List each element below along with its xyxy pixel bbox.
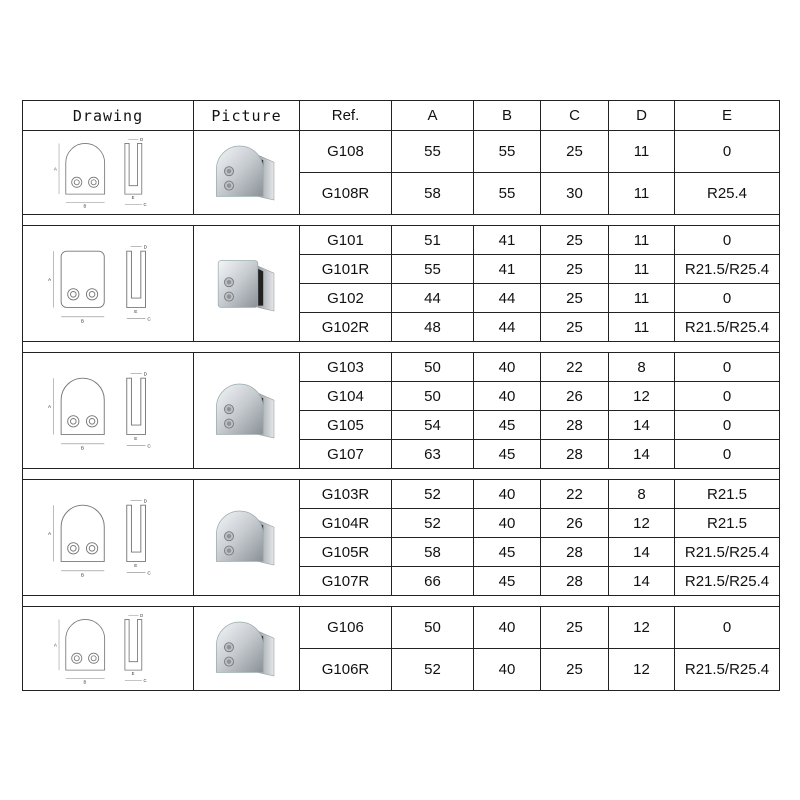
group-separator (23, 215, 780, 226)
cell-b: 40 (474, 353, 541, 382)
cell-c: 26 (541, 382, 609, 411)
svg-text:A: A (48, 403, 52, 409)
cell-b: 40 (474, 607, 541, 649)
cell-c: 30 (541, 173, 609, 215)
svg-text:E: E (134, 435, 138, 441)
cell-d: 12 (609, 382, 675, 411)
svg-text:B: B (83, 679, 87, 685)
svg-text:A: A (53, 165, 57, 171)
cell-b: 41 (474, 255, 541, 284)
table-row (23, 131, 780, 173)
svg-text:B: B (80, 571, 84, 577)
cell-c: 25 (541, 255, 609, 284)
technical-drawing (23, 488, 193, 588)
cell-d: 8 (609, 353, 675, 382)
svg-text:C: C (143, 201, 147, 207)
cell-a: 51 (392, 226, 474, 255)
technical-drawing (23, 361, 193, 461)
technical-drawing (23, 611, 193, 687)
cell-c: 25 (541, 131, 609, 173)
cell-e: R21.5/R25.4 (675, 538, 780, 567)
group-separator (23, 342, 780, 353)
cell-ref: G103 (300, 353, 392, 382)
table-row (23, 480, 780, 509)
cell-b: 45 (474, 567, 541, 596)
svg-text:E: E (134, 308, 138, 314)
cell-d: 14 (609, 538, 675, 567)
header-b: B (474, 101, 541, 131)
header-a: A (392, 101, 474, 131)
cell-e: 0 (675, 607, 780, 649)
cell-b: 44 (474, 284, 541, 313)
cell-e: 0 (675, 440, 780, 469)
cell-e: 0 (675, 226, 780, 255)
svg-text:D: D (143, 370, 147, 376)
cell-e: R21.5/R25.4 (675, 255, 780, 284)
svg-text:D: D (140, 612, 144, 618)
drawing-cell (23, 353, 194, 469)
picture-cell (194, 480, 300, 596)
cell-d: 11 (609, 313, 675, 342)
svg-text:C: C (143, 677, 147, 683)
cell-c: 28 (541, 567, 609, 596)
cell-e: R21.5/R25.4 (675, 313, 780, 342)
svg-text:E: E (134, 562, 138, 568)
picture-cell (194, 607, 300, 691)
cell-a: 48 (392, 313, 474, 342)
cell-e: R21.5 (675, 509, 780, 538)
cell-ref: G106R (300, 649, 392, 691)
cell-b: 45 (474, 440, 541, 469)
svg-text:A: A (48, 276, 52, 282)
separator-cell (23, 596, 780, 607)
cell-a: 52 (392, 480, 474, 509)
cell-a: 52 (392, 649, 474, 691)
cell-b: 40 (474, 382, 541, 411)
cell-d: 11 (609, 131, 675, 173)
cell-d: 11 (609, 255, 675, 284)
cell-e: R21.5 (675, 480, 780, 509)
cell-c: 28 (541, 440, 609, 469)
header-d: D (609, 101, 675, 131)
group-separator (23, 469, 780, 480)
cell-a: 63 (392, 440, 474, 469)
technical-drawing (23, 135, 193, 211)
drawing-cell (23, 226, 194, 342)
table-row (23, 226, 780, 255)
header-picture: Picture (194, 101, 300, 131)
cell-ref: G103R (300, 480, 392, 509)
cell-c: 22 (541, 480, 609, 509)
svg-text:D: D (143, 243, 147, 249)
svg-text:B: B (80, 444, 84, 450)
cell-d: 8 (609, 480, 675, 509)
cell-c: 22 (541, 353, 609, 382)
cell-e: R25.4 (675, 173, 780, 215)
cell-d: 12 (609, 607, 675, 649)
cell-e: 0 (675, 284, 780, 313)
cell-ref: G108 (300, 131, 392, 173)
cell-b: 41 (474, 226, 541, 255)
svg-text:B: B (83, 203, 87, 209)
cell-c: 25 (541, 284, 609, 313)
header-e: E (675, 101, 780, 131)
svg-text:E: E (131, 194, 135, 200)
cell-a: 58 (392, 538, 474, 567)
svg-text:C: C (147, 570, 151, 576)
drawing-cell (23, 131, 194, 215)
technical-drawing (23, 234, 193, 334)
cell-d: 11 (609, 284, 675, 313)
separator-cell (23, 469, 780, 480)
cell-ref: G104 (300, 382, 392, 411)
cell-b: 44 (474, 313, 541, 342)
svg-text:D: D (140, 136, 144, 142)
cell-ref: G101 (300, 226, 392, 255)
cell-a: 52 (392, 509, 474, 538)
cell-a: 58 (392, 173, 474, 215)
cell-e: 0 (675, 411, 780, 440)
cell-a: 55 (392, 131, 474, 173)
cell-d: 11 (609, 173, 675, 215)
cell-b: 40 (474, 649, 541, 691)
cell-e: R21.5/R25.4 (675, 649, 780, 691)
cell-e: 0 (675, 131, 780, 173)
product-picture (194, 371, 299, 451)
drawing-cell (23, 480, 194, 596)
cell-c: 28 (541, 411, 609, 440)
table-row (23, 607, 780, 649)
svg-text:A: A (48, 530, 52, 536)
separator-cell (23, 215, 780, 226)
cell-a: 66 (392, 567, 474, 596)
cell-ref: G105R (300, 538, 392, 567)
cell-e: 0 (675, 353, 780, 382)
cell-ref: G104R (300, 509, 392, 538)
spec-table (22, 100, 780, 691)
svg-text:C: C (147, 443, 151, 449)
group-separator (23, 596, 780, 607)
cell-d: 14 (609, 411, 675, 440)
cell-d: 14 (609, 440, 675, 469)
cell-d: 14 (609, 567, 675, 596)
cell-a: 50 (392, 607, 474, 649)
cell-d: 12 (609, 509, 675, 538)
picture-cell (194, 131, 300, 215)
cell-e: R21.5/R25.4 (675, 567, 780, 596)
separator-cell (23, 342, 780, 353)
picture-cell (194, 226, 300, 342)
cell-a: 44 (392, 284, 474, 313)
table-body (23, 131, 780, 691)
cell-a: 50 (392, 353, 474, 382)
cell-e: 0 (675, 382, 780, 411)
cell-c: 25 (541, 607, 609, 649)
cell-a: 54 (392, 411, 474, 440)
cell-c: 26 (541, 509, 609, 538)
cell-ref: G102 (300, 284, 392, 313)
product-picture (194, 498, 299, 578)
cell-ref: G107R (300, 567, 392, 596)
product-picture (194, 137, 299, 209)
cell-ref: G107 (300, 440, 392, 469)
cell-c: 28 (541, 538, 609, 567)
cell-d: 12 (609, 649, 675, 691)
cell-ref: G102R (300, 313, 392, 342)
table-row (23, 353, 780, 382)
cell-b: 45 (474, 411, 541, 440)
cell-a: 50 (392, 382, 474, 411)
cell-b: 55 (474, 131, 541, 173)
picture-cell (194, 353, 300, 469)
cell-c: 25 (541, 313, 609, 342)
cell-b: 40 (474, 480, 541, 509)
header-c: C (541, 101, 609, 131)
cell-b: 55 (474, 173, 541, 215)
svg-text:C: C (147, 316, 151, 322)
svg-text:E: E (131, 670, 135, 676)
product-picture (194, 244, 299, 324)
cell-d: 11 (609, 226, 675, 255)
cell-ref: G108R (300, 173, 392, 215)
svg-text:A: A (53, 641, 57, 647)
cell-ref: G101R (300, 255, 392, 284)
svg-text:D: D (143, 497, 147, 503)
header-drawing: Drawing (23, 101, 194, 131)
cell-ref: G105 (300, 411, 392, 440)
cell-ref: G106 (300, 607, 392, 649)
cell-b: 40 (474, 509, 541, 538)
svg-text:B: B (80, 317, 84, 323)
header-row (23, 101, 780, 131)
cell-c: 25 (541, 226, 609, 255)
drawing-cell (23, 607, 194, 691)
product-picture (194, 613, 299, 685)
cell-b: 45 (474, 538, 541, 567)
cell-c: 25 (541, 649, 609, 691)
cell-a: 55 (392, 255, 474, 284)
header-ref: Ref. (300, 101, 392, 131)
